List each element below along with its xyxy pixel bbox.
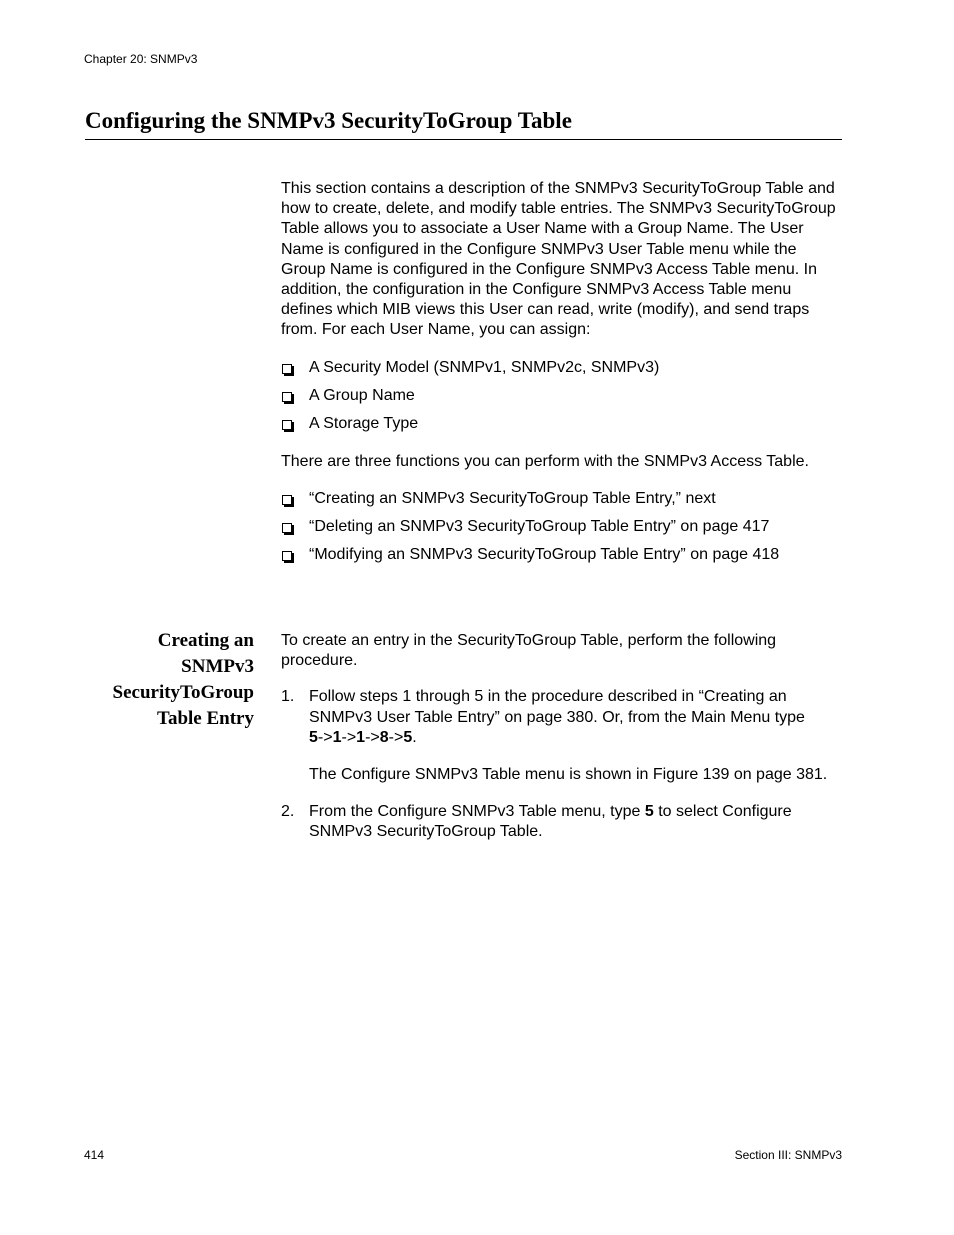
step-number: 1. <box>281 688 295 706</box>
list-item <box>281 517 843 545</box>
functions-paragraph: There are three functions you can perform with the SNMPv3 Access Table. <box>281 452 809 470</box>
menu-path: 5->1->1->8->5. <box>309 728 417 746</box>
page-title: Configuring the SNMPv3 SecurityToGroup Table <box>85 106 842 140</box>
checkbox-bullet-icon <box>282 392 292 402</box>
list-item <box>281 545 843 573</box>
list-item: A Group Name <box>281 386 843 414</box>
checkbox-bullet-icon <box>282 523 292 533</box>
cross-reference-link[interactable]: “Modifying an SNMPv3 SecurityToGroup Table Entry” on page 418 <box>309 545 780 563</box>
step-text: From the Configure SNMPv3 Table menu, type <box>309 803 641 821</box>
step-text: Follow steps 1 through 5 in the procedure described in “Creating an SNMPv3 User Table Entry” on page 380. Or, from the Main Menu type <box>309 688 805 726</box>
footer-section: Section III: SNMPv3 <box>734 1148 842 1162</box>
cross-reference-link[interactable]: “Creating an SNMPv3 SecurityToGroup Table Entry,” next <box>309 489 716 507</box>
step-item <box>281 687 843 785</box>
checkbox-bullet-icon <box>282 495 292 505</box>
procedure-steps <box>281 687 843 842</box>
checkbox-bullet-icon <box>282 364 292 374</box>
running-header: Chapter 20: SNMPv3 <box>84 52 198 66</box>
page-number: 414 <box>84 1148 105 1162</box>
intro-section <box>281 179 843 573</box>
step-note: The Configure SNMPv3 Table menu is shown in Figure 139 on page 381. <box>309 766 828 784</box>
checkbox-bullet-icon <box>282 420 292 430</box>
step-item <box>281 802 843 842</box>
step-number: 2. <box>281 803 295 821</box>
list-item: A Security Model (SNMPv1, SNMPv2c, SNMPv3) <box>281 358 843 386</box>
procedure-intro: To create an entry in the SecurityToGroup Table, perform the following procedure. <box>281 632 777 670</box>
checkbox-bullet-icon <box>282 551 292 561</box>
step-text: to select Configure SNMPv3 SecurityToGroup Table. <box>309 803 792 841</box>
intro-paragraph: This section contains a description of the SNMPv3 SecurityToGroup Table and how to create, delete, and modify table entries. The SNMPv3 SecurityToGroup Table allows you to associate a User Name with a Group Name. The User Name is configured in the Configure SNMPv3 User Table menu while the Group Name is configured in the Configure SNMPv3 Access Table menu. In addition, the configuration in the Configure SNMPv3 Access Table menu defines which MIB views this User can read, write (modify), and send traps from. For each User Name, you can assign: <box>281 180 836 339</box>
assign-list <box>281 358 843 442</box>
cross-reference-link[interactable]: “Deleting an SNMPv3 SecurityToGroup Table Entry” on page 417 <box>309 517 770 535</box>
functions-list <box>281 489 843 573</box>
section-heading: Creating an SNMPv3 SecurityToGroup Table Entry <box>112 630 254 729</box>
creating-section <box>281 631 843 843</box>
list-item <box>281 489 843 517</box>
step-key: 5 <box>644 803 654 821</box>
list-item: A Storage Type <box>281 414 843 442</box>
